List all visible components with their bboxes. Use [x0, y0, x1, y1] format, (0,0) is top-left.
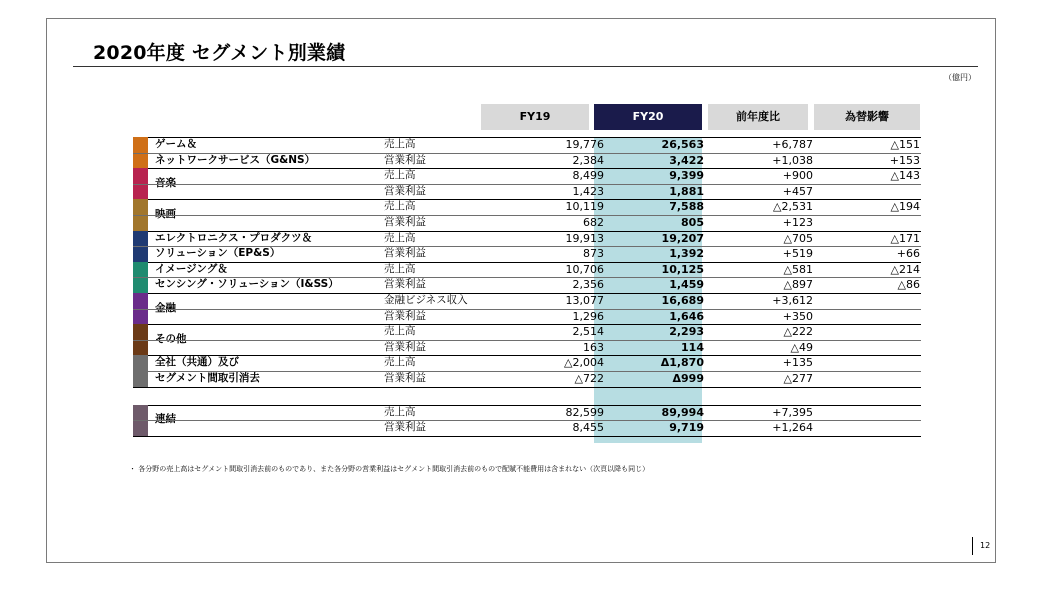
header-fx: 為替影響 — [814, 104, 920, 130]
table-row — [133, 215, 921, 231]
yoy-change-value: +1,038 — [772, 153, 813, 167]
fy19-value: 2,356 — [572, 278, 604, 292]
fy19-value: 1,296 — [572, 309, 604, 323]
fx-impact-value: +66 — [896, 247, 920, 261]
fy19-value: 163 — [583, 340, 604, 354]
metric-label: 金融ビジネス収入 — [384, 294, 468, 306]
fy20-value: 2,293 — [669, 325, 704, 339]
fy19-value: 8,499 — [572, 169, 604, 183]
yoy-change-value: +3,612 — [772, 294, 813, 307]
fy20-value: 9,719 — [669, 421, 704, 435]
fy20-value: 1,881 — [669, 184, 704, 198]
table-row — [133, 199, 921, 215]
metric-label: 営業利益 — [384, 340, 426, 353]
table-row — [133, 184, 921, 200]
yoy-change-value: +1,264 — [772, 421, 813, 435]
segment-label-line1: ゲーム＆ — [155, 138, 197, 150]
fx-impact-value: +153 — [889, 153, 920, 167]
fx-impact-value: △143 — [890, 169, 920, 183]
fy19-value: 19,776 — [565, 138, 604, 151]
header-fy20: FY20 — [594, 104, 702, 130]
metric-label: 売上高 — [384, 138, 416, 150]
metric-label: 売上高 — [384, 405, 416, 418]
fy20-value: 7,588 — [669, 200, 704, 214]
fy20-value: 9,399 — [669, 169, 704, 183]
table-rule — [133, 277, 921, 278]
fy19-value: 19,913 — [565, 231, 604, 245]
yoy-change-value: △705 — [783, 231, 813, 245]
table-rule — [133, 420, 921, 421]
yoy-change-value: +519 — [782, 247, 813, 261]
yoy-change-value: △2,531 — [773, 200, 813, 214]
table-row — [133, 231, 921, 247]
metric-label: 売上高 — [384, 231, 416, 244]
metric-label: 売上高 — [384, 325, 416, 338]
yoy-change-value: +900 — [782, 169, 813, 183]
fy19-value: 873 — [583, 247, 604, 261]
yoy-change-value: △581 — [783, 262, 813, 276]
footnote: ・ 各分野の売上高はセグメント間取引消去前のものであり、また各分野の営業利益はセグメント間取引消去前のもので配賦不能費用は含まれない（次頁以降も同じ） — [129, 465, 650, 473]
fx-impact-value: △194 — [890, 200, 920, 214]
fy20-value: Δ999 — [672, 371, 704, 385]
table-row — [133, 137, 921, 153]
yoy-change-value: +350 — [782, 309, 813, 323]
fx-impact-value: △86 — [897, 278, 920, 292]
metric-label: 売上高 — [384, 169, 416, 182]
fy19-value: 2,384 — [572, 153, 604, 167]
table-rule — [133, 215, 921, 216]
table-row — [133, 262, 921, 278]
metric-label: 営業利益 — [384, 184, 426, 197]
page-number: 12 — [980, 541, 991, 550]
fy20-value: 805 — [681, 215, 704, 229]
table-row — [133, 168, 921, 184]
fy19-value: 1,423 — [572, 184, 604, 198]
yoy-change-value: +135 — [782, 356, 813, 370]
fy19-value: △2,004 — [564, 356, 604, 370]
metric-label: 営業利益 — [384, 421, 426, 434]
metric-label: 売上高 — [384, 262, 416, 275]
table-row — [133, 293, 921, 309]
table-row — [133, 355, 921, 371]
fy20-value: Δ1,870 — [660, 356, 704, 370]
table-rule — [133, 309, 921, 310]
table-rule — [133, 387, 921, 388]
header-yoy: 前年度比 — [708, 104, 808, 130]
metric-label: 営業利益 — [384, 371, 426, 384]
table-row — [133, 277, 921, 293]
yoy-change-value: +7,395 — [772, 405, 813, 419]
yoy-change-value: △897 — [783, 278, 813, 292]
table-row — [133, 340, 921, 356]
fy20-value: 26,563 — [661, 138, 704, 151]
table-rule — [133, 340, 921, 341]
page-number-divider — [972, 537, 973, 555]
table-row — [133, 246, 921, 262]
table-row — [133, 309, 921, 325]
fx-impact-value: △214 — [890, 262, 920, 276]
fy20-value: 1,459 — [669, 278, 704, 292]
segment-label-line1: エレクトロニクス・プロダクツ＆ — [155, 231, 313, 244]
segment-label-line1: 全社（共通）及び — [155, 356, 239, 369]
fy20-value: 1,646 — [669, 309, 704, 323]
table-rule — [133, 153, 921, 154]
fy19-value: 82,599 — [565, 405, 604, 419]
title-underline — [73, 66, 978, 67]
fy19-value: 2,514 — [572, 325, 604, 339]
table-row — [133, 420, 921, 436]
metric-label: 営業利益 — [384, 309, 426, 322]
yoy-change-value: +6,787 — [772, 138, 813, 151]
fx-impact-value: △171 — [890, 231, 920, 245]
metric-label: 売上高 — [384, 356, 416, 369]
fy20-value: 114 — [681, 340, 704, 354]
fy20-value: 1,392 — [669, 247, 704, 261]
metric-label: 営業利益 — [384, 247, 426, 260]
fy20-value: 89,994 — [661, 405, 704, 419]
fy20-value: 19,207 — [661, 231, 704, 245]
yoy-change-value: △222 — [783, 325, 813, 339]
metric-label: 営業利益 — [384, 215, 426, 228]
metric-label: 売上高 — [384, 200, 416, 213]
page-title: 2020年度 セグメント別業績 — [93, 42, 346, 64]
table-row — [133, 324, 921, 340]
fy19-value: 13,077 — [565, 294, 604, 307]
yoy-change-value: +457 — [782, 184, 813, 198]
segment-label-line2: セグメント間取引消去 — [155, 371, 260, 384]
unit-label: （億円） — [944, 73, 976, 82]
header-fy19: FY19 — [481, 104, 589, 130]
fy19-value: 10,119 — [565, 200, 604, 214]
segment-label-line2: ネットワークサービス（G&NS） — [155, 153, 316, 166]
fy19-value: 8,455 — [572, 421, 604, 435]
segment-label-line2: センシング・ソリューション（I&SS） — [155, 278, 339, 291]
table-row — [133, 405, 921, 421]
fy19-value: 682 — [583, 215, 604, 229]
fy20-value: 16,689 — [661, 294, 704, 307]
metric-label: 営業利益 — [384, 153, 426, 166]
table-rule — [133, 371, 921, 372]
fy20-value: 10,125 — [661, 262, 704, 276]
fx-impact-value: △151 — [890, 138, 920, 151]
metric-label: 営業利益 — [384, 278, 426, 291]
fy19-value: △722 — [574, 371, 604, 385]
table-row — [133, 153, 921, 169]
table-rule — [133, 246, 921, 247]
segment-label-line2: ソリューション（EP&S） — [155, 247, 281, 260]
segment-label-line1: イメージング＆ — [155, 262, 228, 275]
table-row — [133, 371, 921, 387]
table-rule — [133, 184, 921, 185]
fy19-value: 10,706 — [565, 262, 604, 276]
yoy-change-value: △49 — [790, 340, 813, 354]
fy20-value: 3,422 — [669, 153, 704, 167]
yoy-change-value: △277 — [783, 371, 813, 385]
yoy-change-value: +123 — [782, 215, 813, 229]
table-rule — [133, 436, 921, 437]
